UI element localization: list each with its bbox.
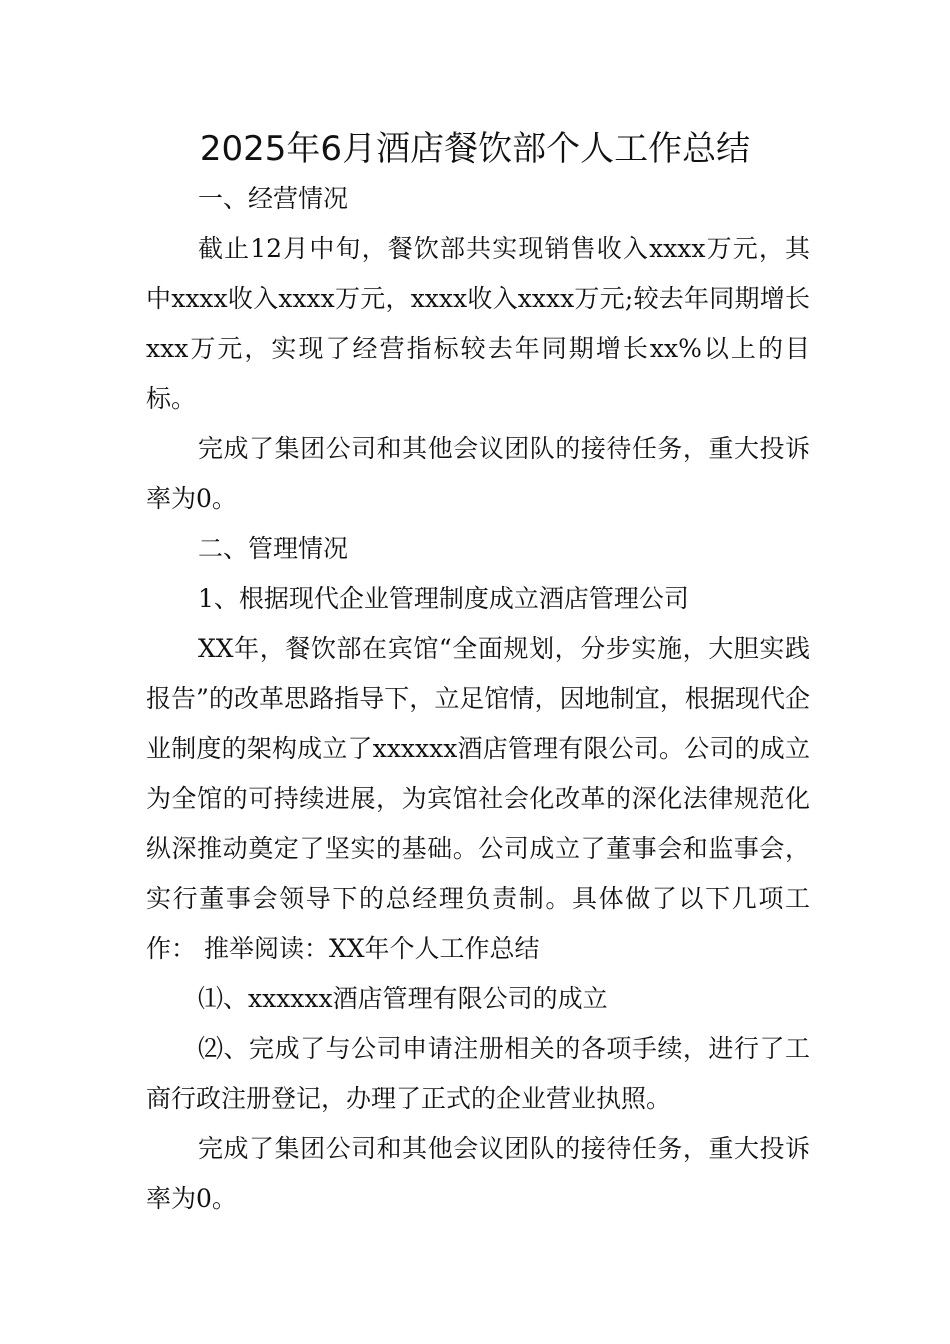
subheading-management-company: 1、根据现代企业管理制度成立酒店管理公司 xyxy=(198,584,689,613)
list-item-company-founding: ⑴、xxxxxx酒店管理有限公司的成立 xyxy=(198,984,608,1013)
paragraph-reception-tasks: 完成了集团公司和其他会议团队的接待任务，重大投诉率为0。 xyxy=(146,434,810,513)
list-item-registration: ⑵、完成了与公司申请注册相关的各项手续，进行了工商行政注册登记，办理了正式的企业营业执照。 xyxy=(146,1034,810,1113)
paragraph-reception-tasks-repeat: 完成了集团公司和其他会议团队的接待任务，重大投诉率为0。 xyxy=(146,1134,810,1213)
paragraph-company-establishment: XX年，餐饮部在宾馆“全面规划，分步实施，大胆实践报告”的改革思路指导下，立足馆情，因地制宜，根据现代企业制度的架构成立了xxxxxx酒店管理有限公司。公司的成立为全馆的可持续进展，为宾馆社会化改革的深化法律规范化纵深推动奠定了坚实的基础。公司成立了董事会和监事会，实行董事会领导下的总经理负责制。具体做了以下几项工作： 推举阅读：XX年个人工作总结 xyxy=(146,634,810,963)
section-heading-management: 二、管理情况 xyxy=(198,534,349,563)
paragraph-sales-revenue: 截止12月中旬，餐饮部共实现销售收入xxxx万元，其中xxxx收入xxxx万元，xxxx收入xxxx万元;较去年同期增长xxx万元，实现了经营指标较去年同期增长xx%以上的目标。 xyxy=(146,234,810,413)
document-body xyxy=(146,174,810,1224)
section-heading-operations: 一、经营情况 xyxy=(198,184,349,213)
document-title: 2025年6月酒店餐饮部个人工作总结 xyxy=(199,129,751,169)
